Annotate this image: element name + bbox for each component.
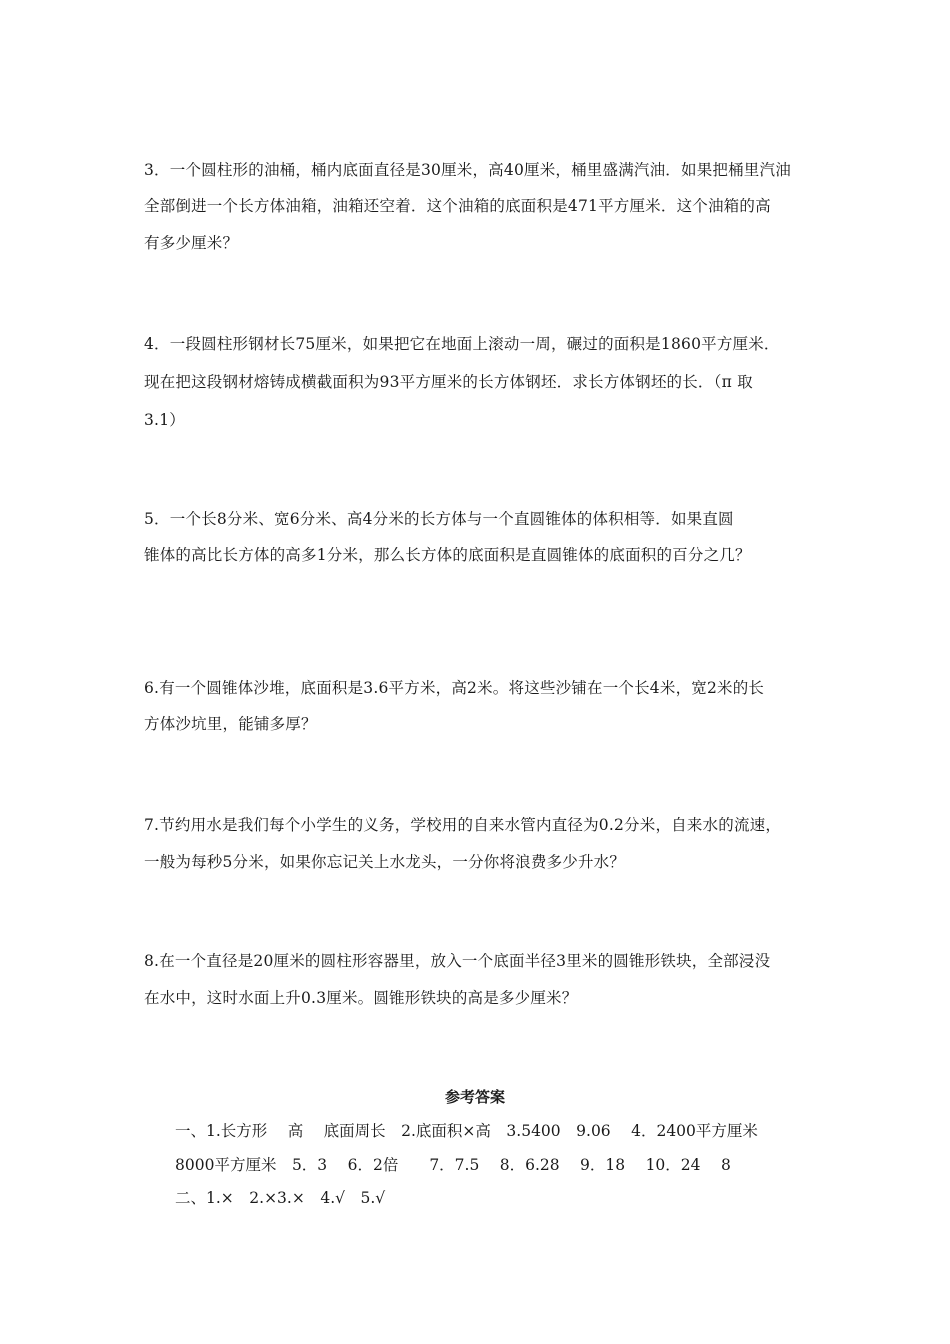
- answers-title: 参考答案: [444, 1088, 505, 1106]
- problem-7-line-1: 7.节约用水是我们每个小学生的义务，学校用的自来水管内直径为0.2分米，自来水的流速，: [144, 816, 782, 834]
- problem-5-line-1: 5．一个长8分米、宽6分米、高4分米的长方体与一个直圆锥体的体积相等．如果直圆: [144, 510, 734, 528]
- problem-3-line-3: 有多少厘米？: [144, 234, 239, 252]
- problem-4-line-3: 3.1）: [144, 411, 185, 429]
- problem-3-line-2: 全部倒进一个长方体油箱，油箱还空着．这个油箱的底面积是471平方厘米．这个油箱的高: [144, 197, 771, 215]
- answers-line-3: 二、1.× 2.×3.× 4.√ 5.√: [175, 1189, 386, 1207]
- problem-8-line-2: 在水中，这时水面上升0.3厘米。圆锥形铁块的高是多少厘米？: [144, 989, 578, 1007]
- problem-4-line-1: 4．一段圆柱形钢材长75厘米，如果把它在地面上滚动一周，碾过的面积是1860平方厘米．: [144, 335, 780, 353]
- problem-7-line-2: 一般为每秒5分米，如果你忘记关上水龙头，一分你将浪费多少升水？: [144, 853, 626, 871]
- answers-line-1: 一、1.长方形 高 底面周长 2.底面积×高 3.5400 9.06 4．2400平方厘米: [175, 1122, 758, 1140]
- problem-5-line-2: 锥体的高比长方体的高多1分米，那么长方体的底面积是直圆锥体的底面积的百分之几？: [144, 546, 751, 564]
- problem-6-line-1: 6.有一个圆锥体沙堆，底面积是3.6平方米，高2米。将这些沙铺在一个长4米，宽2米的长: [144, 679, 765, 697]
- problem-4-line-2: 现在把这段钢材熔铸成横截面积为93平方厘米的长方体钢坯．求长方体钢坯的长．（π 取: [144, 373, 753, 391]
- problem-3-line-1: 3．一个圆柱形的油桶，桶内底面直径是30厘米，高40厘米，桶里盛满汽油．如果把桶里汽油: [144, 161, 791, 179]
- problem-8-line-1: 8.在一个直径是20厘米的圆柱形容器里，放入一个底面半径3里米的圆锥形铁块，全部浸没: [144, 952, 771, 970]
- answers-line-2: 8000平方厘米 5．3 6．2倍 7．7.5 8．6.28 9．18 10．24 8: [175, 1156, 731, 1174]
- problem-6-line-2: 方体沙坑里，能铺多厚？: [144, 715, 317, 733]
